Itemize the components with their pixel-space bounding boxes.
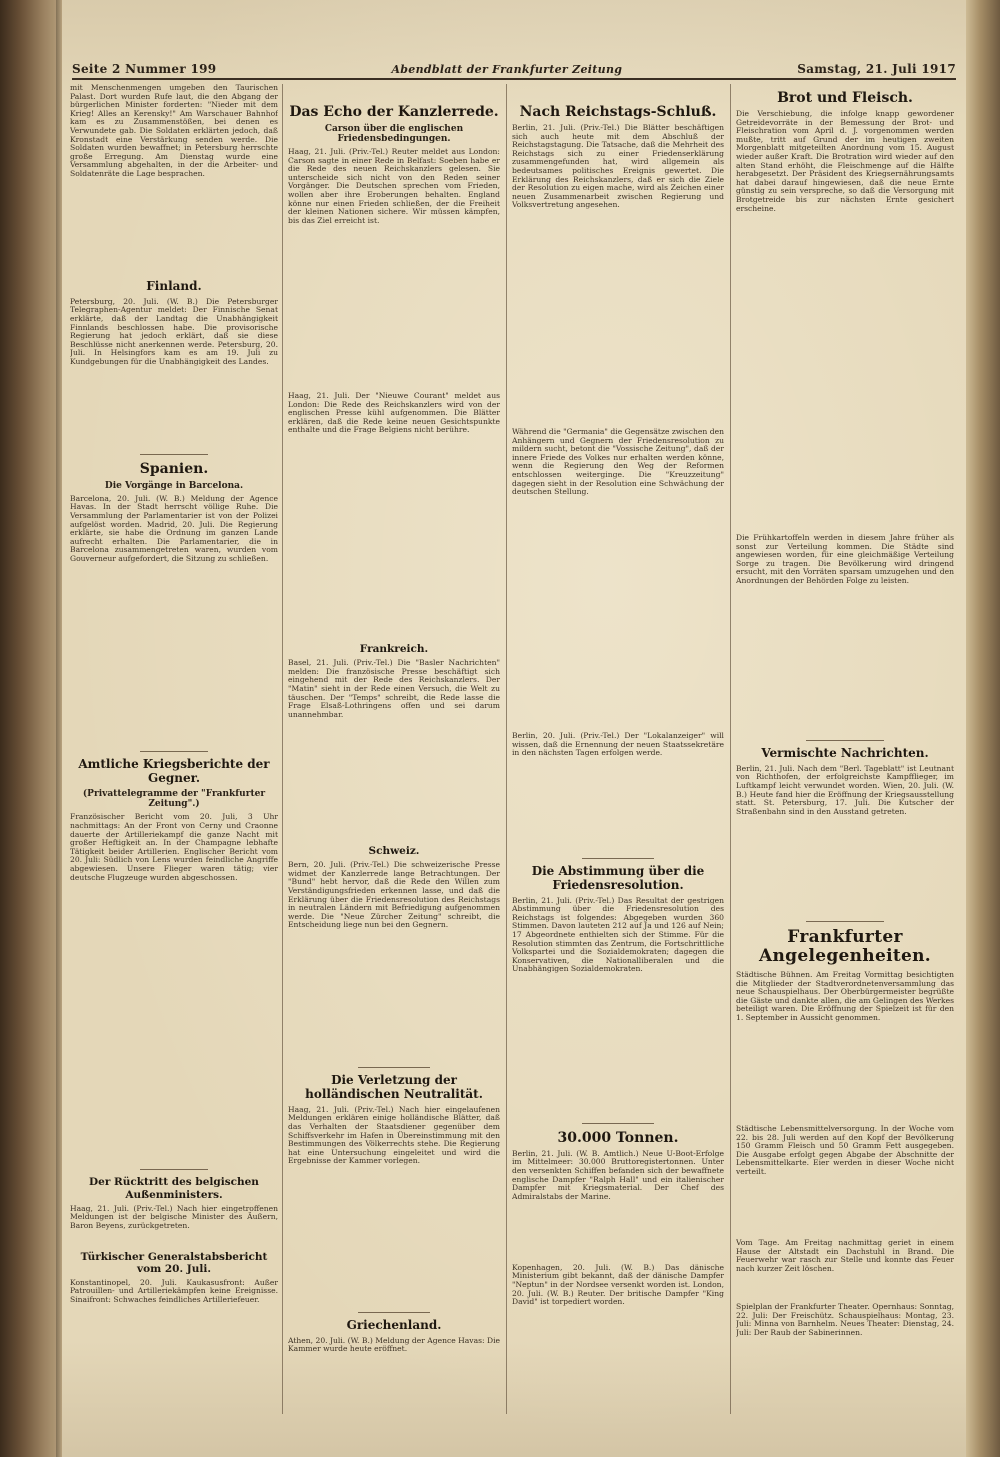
issue-date: Samstag, 21. Juli 1917 bbox=[797, 62, 956, 76]
section-heading-france: Frankreich. bbox=[359, 643, 429, 656]
book-binding bbox=[0, 0, 62, 1457]
headline-reichstag: Nach Reichstags-Schluß. bbox=[519, 104, 717, 120]
section-heading-greece: Griechenland. bbox=[346, 1317, 442, 1332]
divider bbox=[358, 1312, 430, 1313]
headline-frankfurt: Frankfurter Angelegenheiten. bbox=[759, 926, 931, 967]
article-text: Spielplan der Frankfurter Theater. Opernhaus: Sonntag, 22. Juli: Der Freischütz. Schauspielhaus: Montag, 23. Juli: Minna von Barnhelm. Neues Theater: Dienstag, 24. Juli: Der Raub der Sabinerinnen. bbox=[736, 1302, 954, 1337]
article-text: Vom Tage. Am Freitag nachmittag geriet in einem Hause der Altstadt ein Dachstuhl in Brand. Die Feuerwehr war rasch zur Stelle und konnte das Feuer nach kurzer Zeit löschen. bbox=[736, 1238, 954, 1273]
article-text: Berlin, 21. Juli. Nach dem "Berl. Tageblatt" ist Leutnant von Richthofen, der erfolgreichste Kampfflieger, im Luftkampf leicht verwundet worden. Wien, 20. Juli. (W. B.) Heute fand hier die Eröffnung der Kriegsausstellung statt. St. Petersburg, 17. Juli. Die Kutscher der Straßenbahn sind in den Ausstand getreten. bbox=[736, 764, 954, 816]
article-text: Haag, 21. Juli. (Priv.-Tel.) Reuter meldet aus London: Carson sagte in einer Rede in Belfast: Soeben habe er die Rede des neuen Reichskanzlers gelesen. Sie unterscheide sich nicht von den Reden seiner Vorgänger. Die Deutschen sprechen vom Frieden, wollen aber ihre Eroberungen behalten. England könne nur einen Frieden schließen, der die Freiheit der kleinen Nationen sichere. Wir müssen kämpfen, bis das Ziel erreicht ist. bbox=[288, 148, 500, 225]
page-edge bbox=[966, 0, 1000, 1457]
divider bbox=[582, 858, 654, 859]
newspaper-page bbox=[62, 0, 966, 1457]
divider bbox=[582, 1123, 654, 1124]
article-text: Haag, 21. Juli. (Priv.-Tel.) Nach hier eingetroffenen Meldungen ist der belgische Minister des Äußern, Baron Beyens, zurückgetreten. bbox=[70, 1204, 278, 1230]
article-text: Berlin, 21. Juli. (Priv.-Tel.) Das Resultat der gestrigen Abstimmung über die Friedensresolution des Reichstags ist folgendes: Abgegeben wurden 360 Stimmen. Davon lauteten 212 auf Ja und 126 auf Nein; 17 Abgeordnete enthielten sich der Stimme. Für die Resolution stimmten das Zentrum, die Fortschrittliche Volkspartei und die Sozialdemokraten; dagegen die Konservativen, die Nationalliberalen und die Unabhängigen Sozialdemokraten. bbox=[512, 896, 724, 974]
paper-title: Abendblatt der Frankfurter Zeitung bbox=[391, 63, 623, 76]
article-text: Konstantinopel, 20. Juli. Kaukasusfront: Außer Patrouillen- und Artilleriekämpfen keine Ereignisse. Sinaifront: Schwaches feindliches Artilleriefeuer. bbox=[70, 1278, 278, 1304]
divider bbox=[140, 1169, 208, 1170]
section-heading-belgian: Der Rücktritt des belgischen Außenministers. bbox=[89, 1176, 259, 1201]
masthead bbox=[72, 56, 956, 80]
article-text: Haag, 21. Juli. (Priv.-Tel.) Nach hier eingelaufenen Meldungen erklären einige holländische Blätter, daß das Verhalten der Staatsdiener gegenüber dem Schiffsverkehr im Hafen in Übereinstimmung mit den Bestimmungen des Völkerrechts stehe. Die Regierung hat eine Untersuchung eingeleitet und wird die Ergebnisse der Kammer vorlegen. bbox=[288, 1105, 500, 1166]
headline-tons: 30.000 Tonnen. bbox=[557, 1129, 679, 1146]
section-subheading: Carson über die englischen Friedensbedingungen. bbox=[324, 124, 464, 145]
headline-vote: Die Abstimmung über die Friedensresolution. bbox=[531, 864, 705, 892]
article-text: Haag, 21. Juli. Der "Nieuwe Courant" meldet aus London: Die Rede des Reichskanzlers wird von der englischen Presse kühl aufgenommen. Die Blätter erklären, daß die Rede keine neuen Gesichtspunkte enthalte und die Frage Belgiens nicht berühre. bbox=[288, 392, 500, 435]
headline-dutch: Die Verletzung der holländischen Neutralität. bbox=[305, 1073, 483, 1102]
article-text: Städtische Bühnen. Am Freitag Vormittag besichtigten die Mitglieder der Stadtverordnetenversammlung das neue Schauspielhaus. Der Oberbürgermeister begrüßte die Gäste und dankte allen, die am Gelingen des Werkes beteiligt waren. Die Eröffnung der Spielzeit ist für den 1. September in Aussicht genommen. bbox=[736, 970, 954, 1022]
section-subheading: (Privattelegramme der "Frankfurter Zeitung".) bbox=[82, 789, 266, 810]
article-text: Bern, 20. Juli. (Priv.-Tel.) Die schweizerische Presse widmet der Kanzlerrede lange Betrachtungen. Der "Bund" hebt hervor, daß die Rede den Willen zum Verständigungsfrieden erkennen lasse, und daß die Erklärung über die Friedensresolution des Reichstags in neutralen Ländern mit Befriedigung aufgenommen werde. Die "Neue Zürcher Zeitung" schreibt, die Entscheidung liege nun bei den Gegnern. bbox=[288, 861, 500, 930]
section-heading-finland: Finland. bbox=[146, 279, 202, 293]
article-text: Athen, 20. Juli. (W. B.) Meldung der Agence Havas: Die Kammer wurde heute eröffnet. bbox=[288, 1336, 500, 1354]
divider bbox=[806, 921, 884, 922]
column-3 bbox=[512, 84, 724, 1424]
headline-misc: Vermischte Nachrichten. bbox=[761, 746, 929, 761]
article-text: Kopenhagen, 20. Juli. (W. B.) Das dänische Ministerium gibt bekannt, daß der dänische Dampfer "Neptun" in der Nordsee versenkt worden ist. London, 20. Juli. (W. B.) Reuter. Der britische Dampfer "King David" ist torpediert worden. bbox=[512, 1263, 724, 1307]
column-rule bbox=[506, 84, 507, 1414]
section-heading-spain: Spanien. bbox=[139, 460, 209, 477]
article-text: Während die "Germania" die Gegensätze zwischen den Anhängern und Gegnern der Friedensresolution zu mildern sucht, betont die "Vossische Zeitung", daß der innere Friede des Volkes nur erhalten werden könne, wenn die Regierung den Weg der Reformen entschlossen weiterginge. Die "Kreuzzeitung" dagegen sieht in der Resolution eine Schwächung der deutschen Stellung. bbox=[512, 428, 724, 497]
article-text: mit Menschenmengen umgeben den Taurischen Palast. Dort wurden Rufe laut, die den Abgang der bürgerlichen Minister forderten: "Nieder mit dem Krieg! Alles an Kerensky!" Am Warschauer Bahnhof kam es zu Zusammenstößen, bei denen es Verwundete gab. Die Soldaten erklärten jedoch, daß Kronstadt eine Verstärkung senden werde. Die Soldaten wurden bewaffnet; in Petersburg herrschte große Erregung. Am Dienstag wurde eine Versammlung abgehalten, in der die Arbeiter- und Soldatenräte die Lage besprachen. bbox=[70, 84, 278, 178]
article-text: Petersburg, 20. Juli. (W. B.) Die Petersburger Telegraphen-Agentur meldet: Der Finnische Senat erklärte, daß der Landtag die Unabhängigkeit Finnlands beschlossen habe. Die provisorische Regierung hat jedoch erklärt, daß sie diese Beschlüsse nicht anerkennen werde. Petersburg, 20. Juli. In Helsingfors kam es am 19. Juli zu Kundgebungen für die Unabhängigkeit des Landes. bbox=[70, 297, 278, 366]
divider bbox=[806, 740, 884, 741]
page-number: Seite 2 Nummer 199 bbox=[72, 62, 217, 76]
column-rule bbox=[730, 84, 731, 1414]
section-subheading: Die Vorgänge in Barcelona. bbox=[104, 480, 244, 491]
article-text: Barcelona, 20. Juli. (W. B.) Meldung der Agence Havas. In der Stadt herrscht völlige Ruhe. Die Versammlung der Parlamentarier ist von der Polizei aufgelöst worden. Madrid, 20. Juli. Die Regierung erklärte, sie habe die Ordnung im ganzen Lande aufrecht erhalten. Die Parlamentarier, die in Barcelona zusammengetreten waren, wurden vom Gouverneur aufgefordert, die Sitzung zu schließen. bbox=[70, 494, 278, 564]
article-text: Basel, 21. Juli. (Priv.-Tel.) Die "Basler Nachrichten" melden: Die französische Presse beschäftigt sich eingehend mit der Rede des Reichskanzlers. Der "Matin" sieht in der Rede einen Versuch, die Welt zu täuschen. Der "Temps" schreibt, die Rede lasse die Frage Elsaß-Lothringens offen und sei darum unannehmbar. bbox=[288, 659, 500, 719]
article-text: Die Verschiebung, die infolge knapp gewordener Getreidevorräte in der Bemessung der Brot- und Fleischration vom April d. J. vorgenommen werden mußte, tritt auf Grund der im heutigen zweiten Morgenblatt mitgeteilten Anordnung vom 15. August wieder außer Kraft. Die Brotration wird wieder auf den alten Stand erhöht, die Fleischmenge auf die Hälfte herabgesetzt. Der Präsident des Kriegsernährungsamts hat dabei darauf hingewiesen, daß die neue Ernte günstig zu sein verspreche, so daß die Versorgung mit Brotgetreide bis zur nächsten Ernte gesichert erscheine. bbox=[736, 110, 954, 213]
article-text: Französischer Bericht vom 20. Juli, 3 Uhr nachmittags: An der Front von Cerny und Craonne dauerte der Artilleriekampf die ganze Nacht mit großer Heftigkeit an. In der Champagne lebhafte Tätigkeit beider Artillerien. Englischer Bericht vom 20. Juli: Südlich von Lens wurden feindliche Angriffe abgewiesen. Unsere Flieger waren tätig; vier deutsche Flugzeuge wurden abgeschossen. bbox=[70, 813, 278, 882]
section-heading-turkish: Türkischer Generalstabsbericht vom 20. Juli. bbox=[80, 1250, 268, 1275]
column-1 bbox=[70, 84, 278, 1424]
headline-bread: Brot und Fleisch. bbox=[777, 90, 913, 106]
column-2 bbox=[288, 84, 500, 1424]
article-text: Berlin, 21. Juli. (Priv.-Tel.) Die Blätter beschäftigen sich auch heute mit dem Abschluß der Reichstagstagung. Die Tatsache, daß die Mehrheit des Reichstags sich zu einer Friedenserklärung zusammengefunden hat, wird allgemein als bedeutsames politisches Ereignis gewertet. Die Erklärung des Reichskanzlers, daß er sich die Ziele der Resolution zu eigen mache, wird als Zeichen einer neuen Zusammenarbeit zwischen Regierung und Volksvertretung angesehen. bbox=[512, 124, 724, 210]
article-text: Städtische Lebensmittelversorgung. In der Woche vom 22. bis 28. Juli werden auf den Kopf der Bevölkerung 150 Gramm Fleisch und 50 Gramm Fett ausgegeben. Die Ausgabe erfolgt gegen Abgabe der Abschnitte der Lebensmittelkarte. Eier werden in dieser Woche nicht verteilt. bbox=[736, 1124, 954, 1176]
column-4 bbox=[736, 84, 954, 1424]
section-heading-swiss: Schweiz. bbox=[368, 845, 420, 858]
divider bbox=[140, 454, 208, 455]
article-text: Die Frühkartoffeln werden in diesem Jahre früher als sonst zur Verteilung kommen. Die Städte sind angewiesen worden, für eine gleichmäßige Verteilung Sorge zu tragen. Die Bevölkerung wird dringend ersucht, mit den Vorräten sparsam umzugehen und den Anordnungen der Behörden Folge zu leisten. bbox=[736, 534, 954, 586]
divider bbox=[358, 1067, 430, 1068]
divider bbox=[140, 751, 208, 752]
headline-echo: Das Echo der Kanzlerrede. bbox=[289, 104, 499, 120]
column-rule bbox=[282, 84, 283, 1414]
article-text: Berlin, 21. Juli. (W. B. Amtlich.) Neue U-Boot-Erfolge im Mittelmeer: 30.000 Bruttoregistertonnen. Unter den versenkten Schiffen befanden sich der bewaffnete englische Dampfer "Ralph Hall" und ein italienischer Dampfer mit Kriegsmaterial. Der Chef des Admiralstabs der Marine. bbox=[512, 1149, 724, 1201]
section-heading-reports: Amtliche Kriegsberichte der Gegner. bbox=[78, 756, 270, 785]
article-text: Berlin, 20. Juli. (Priv.-Tel.) Der "Lokalanzeiger" will wissen, daß die Ernennung der neuen Staatssekretäre in den nächsten Tagen erfolgen werde. bbox=[512, 732, 724, 758]
